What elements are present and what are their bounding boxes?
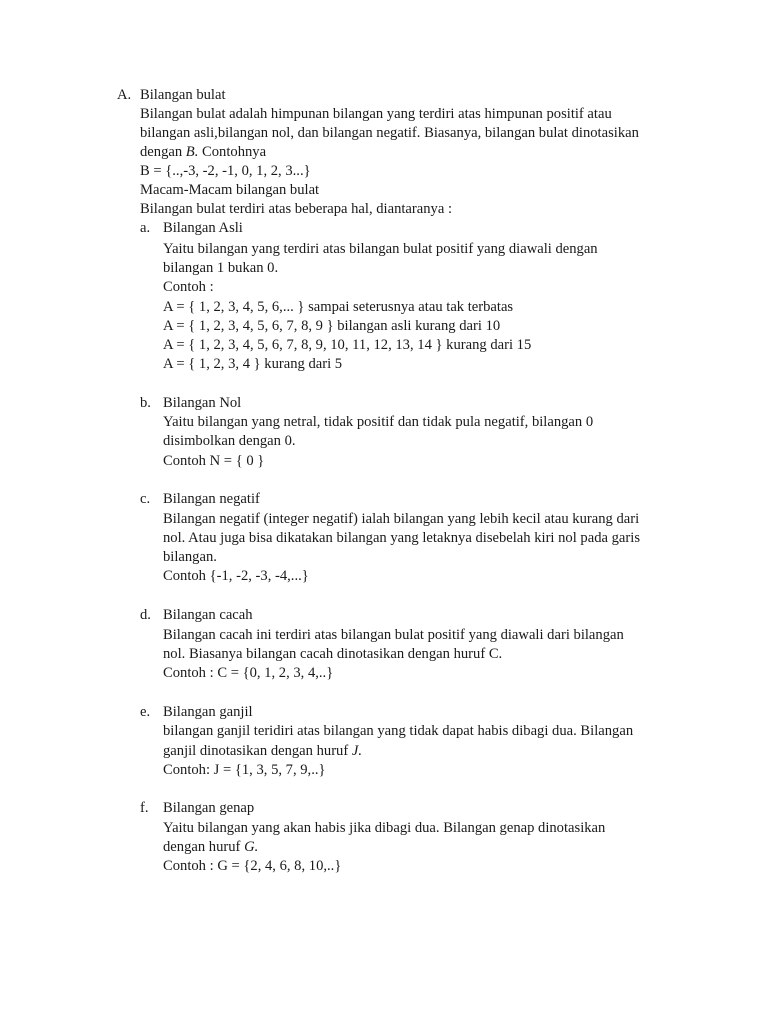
intro-suffix: Contohnya: [198, 144, 267, 160]
item-nol-line: disimbolkan dengan 0.: [163, 433, 296, 449]
item-genap-line: Yaitu bilangan yang akan habis jika dibagi dua. Bilangan genap dinotasikan: [163, 820, 606, 836]
intro-prefix: dengan: [140, 144, 186, 160]
item-asli-line: Contoh :: [163, 279, 214, 295]
item-cacah-line: Bilangan cacah ini terdiri atas bilangan bulat positif yang diawali dari bilangan: [163, 627, 624, 643]
item-asli-line: A = { 1, 2, 3, 4, 5, 6, 7, 8, 9 } bilangan asli kurang dari 10: [163, 318, 501, 334]
item-title-negatif: Bilangan negatif: [163, 491, 260, 507]
item-marker-f: f.: [140, 800, 149, 816]
item-genap-line: [163, 838, 258, 857]
set-symbol-g: G.: [244, 839, 259, 855]
item-asli-line: A = { 1, 2, 3, 4, 5, 6, 7, 8, 9, 10, 11, 12, 13, 14 } kurang dari 15: [163, 337, 532, 353]
item-genap-line: Contoh : G = {2, 4, 6, 8, 10,..}: [163, 858, 342, 874]
item-negatif-line: Bilangan negatif (integer negatif) ialah bilangan yang lebih kecil atau kurang dari: [163, 511, 640, 527]
item-title-nol: Bilangan Nol: [163, 395, 242, 411]
section-marker: A.: [117, 87, 132, 103]
set-symbol-b: B.: [185, 144, 199, 160]
item-ganjil-line: Contoh: J = {1, 3, 5, 7, 9,..}: [163, 762, 326, 778]
item-negatif-line: nol. Atau juga bisa dikatakan bilangan yang letaknya disebelah kiri nol pada garis: [163, 530, 640, 546]
section-title: Bilangan bulat: [140, 87, 226, 103]
item-nol-line: Yaitu bilangan yang netral, tidak positif dan tidak pula negatif, bilangan 0: [163, 414, 594, 430]
genap-notation-text: dengan huruf: [163, 839, 245, 855]
item-asli-line: A = { 1, 2, 3, 4, 5, 6,... } sampai seterusnya atau tak terbatas: [163, 299, 514, 315]
item-cacah-line: Contoh : C = {0, 1, 2, 3, 4,..}: [163, 665, 334, 681]
item-nol-line: Contoh N = { 0 }: [163, 453, 265, 469]
set-symbol-j: J.: [351, 743, 363, 759]
item-marker-e: e.: [140, 704, 151, 720]
item-marker-a: a.: [140, 220, 151, 236]
item-ganjil-line: [163, 742, 362, 761]
item-asli-line: bilangan 1 bukan 0.: [163, 260, 279, 276]
types-intro: Bilangan bulat terdiri atas beberapa hal, diantaranya :: [140, 201, 453, 217]
item-negatif-line: bilangan.: [163, 549, 217, 565]
item-marker-b: b.: [140, 395, 151, 411]
item-title-asli: Bilangan Asli: [163, 220, 243, 236]
item-ganjil-line: bilangan ganjil teridiri atas bilangan yang tidak dapat habis dibagi dua. Bilangan: [163, 723, 634, 739]
section-intro-line-2: bilangan asli,bilangan nol, dan bilangan negatif. Biasanya, bilangan bulat dinotasikan: [140, 125, 639, 141]
section-intro-line-1: Bilangan bulat adalah himpunan bilangan yang terdiri atas himpunan positif atau: [140, 106, 612, 122]
example-set-b: B = {..,-3, -2, -1, 0, 1, 2, 3...}: [140, 163, 311, 179]
item-title-cacah: Bilangan cacah: [163, 607, 253, 623]
item-title-ganjil: Bilangan ganjil: [163, 704, 253, 720]
item-title-genap: Bilangan genap: [163, 800, 255, 816]
types-heading: Macam-Macam bilangan bulat: [140, 182, 320, 198]
section-intro-line-3: [140, 143, 266, 162]
ganjil-notation-text: ganjil dinotasikan dengan huruf: [163, 743, 352, 759]
item-marker-c: c.: [140, 491, 151, 507]
item-marker-d: d.: [140, 607, 151, 623]
item-negatif-line: Contoh {-1, -2, -3, -4,...}: [163, 568, 309, 584]
item-cacah-line: nol. Biasanya bilangan cacah dinotasikan dengan huruf C.: [163, 646, 503, 662]
item-asli-line: A = { 1, 2, 3, 4 } kurang dari 5: [163, 356, 343, 372]
item-asli-line: Yaitu bilangan yang terdiri atas bilangan bulat positif yang diawali dengan: [163, 241, 598, 257]
